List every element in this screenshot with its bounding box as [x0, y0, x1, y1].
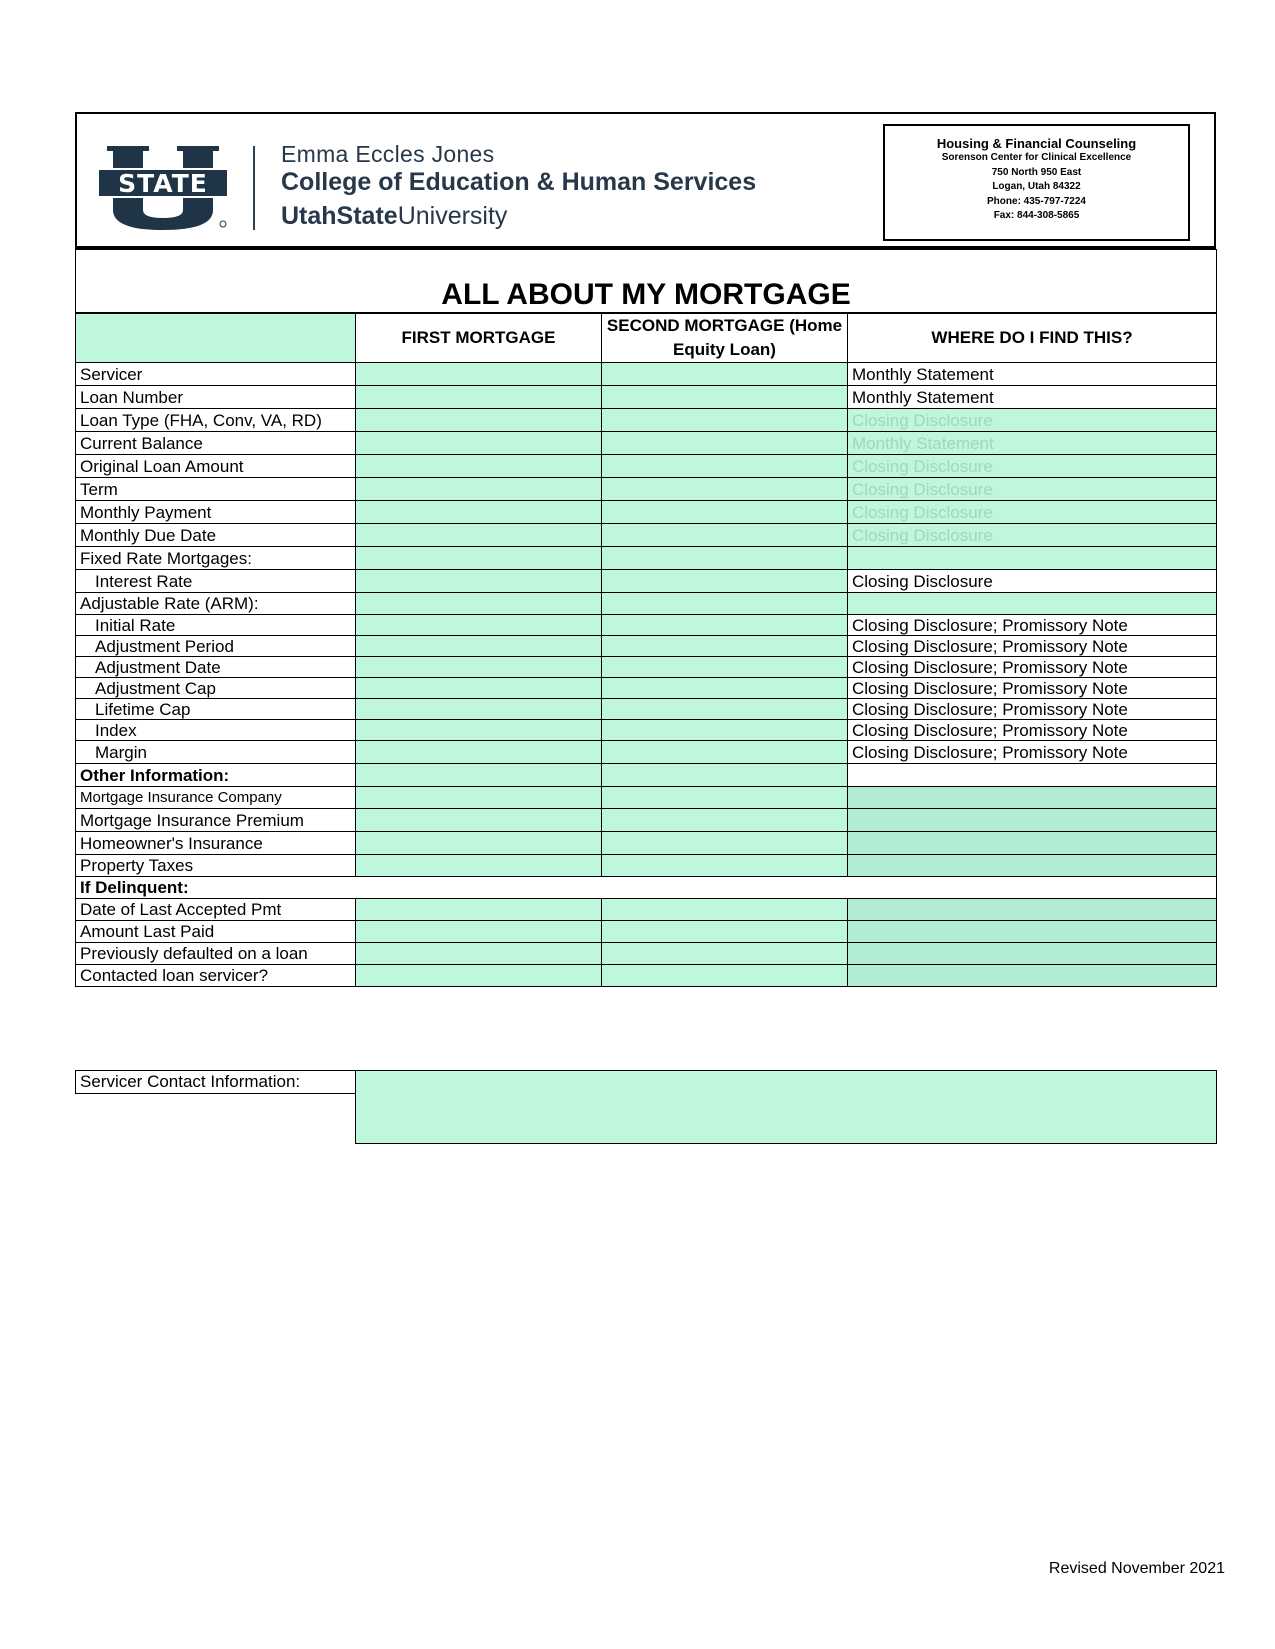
first-mortgage-input[interactable] — [356, 636, 602, 657]
row-label: If Delinquent: — [76, 877, 1217, 899]
first-mortgage-input[interactable] — [356, 720, 602, 741]
row-label: Fixed Rate Mortgages: — [76, 547, 356, 570]
row-label: Date of Last Accepted Pmt — [76, 899, 356, 921]
second-mortgage-input[interactable] — [602, 455, 848, 478]
row-label: Monthly Due Date — [76, 524, 356, 547]
second-mortgage-input[interactable] — [602, 855, 848, 877]
table-row — [76, 764, 1217, 787]
first-mortgage-input[interactable] — [356, 809, 602, 832]
row-label: Index — [76, 720, 356, 741]
table-row — [76, 855, 1217, 877]
table-row — [76, 386, 1217, 409]
second-mortgage-input[interactable] — [602, 615, 848, 636]
source-cell: Monthly Statement — [848, 432, 1217, 455]
source-cell: Closing Disclosure; Promissory Note — [848, 741, 1217, 764]
servicer-contact-table — [75, 1070, 1217, 1144]
row-label: Current Balance — [76, 432, 356, 455]
source-cell: Closing Disclosure — [848, 570, 1217, 593]
first-mortgage-input[interactable] — [356, 501, 602, 524]
table-row — [76, 363, 1217, 386]
first-mortgage-input[interactable] — [356, 965, 602, 987]
table-header-row — [76, 313, 1217, 363]
row-label: Original Loan Amount — [76, 455, 356, 478]
first-mortgage-input[interactable] — [356, 657, 602, 678]
first-mortgage-input[interactable] — [356, 899, 602, 921]
first-mortgage-input[interactable] — [356, 764, 602, 787]
row-label: Amount Last Paid — [76, 921, 356, 943]
table-row — [76, 657, 1217, 678]
table-row — [76, 478, 1217, 501]
row-label: Monthly Payment — [76, 501, 356, 524]
table-row — [76, 787, 1217, 809]
second-mortgage-input[interactable] — [602, 636, 848, 657]
table-row — [76, 501, 1217, 524]
second-mortgage-input[interactable] — [602, 432, 848, 455]
column-header-where-to-find: WHERE DO I FIND THIS? — [848, 313, 1217, 363]
second-mortgage-input[interactable] — [602, 921, 848, 943]
table-row — [76, 570, 1217, 593]
second-mortgage-input[interactable] — [602, 386, 848, 409]
source-cell — [848, 764, 1217, 787]
column-header-second-mortgage: SECOND MORTGAGE (Home Equity Loan) — [602, 313, 848, 363]
row-label: Interest Rate — [76, 570, 356, 593]
table-row — [76, 741, 1217, 764]
row-label: Previously defaulted on a loan — [76, 943, 356, 965]
source-cell — [848, 832, 1217, 855]
university-name: UtahStateUniversity — [281, 202, 508, 230]
second-mortgage-input[interactable] — [602, 720, 848, 741]
logo-divider — [253, 146, 255, 230]
table-row — [76, 615, 1217, 636]
first-mortgage-input[interactable] — [356, 921, 602, 943]
first-mortgage-input[interactable] — [356, 363, 602, 386]
table-row — [76, 547, 1217, 570]
table-row — [76, 432, 1217, 455]
source-cell: Monthly Statement — [848, 363, 1217, 386]
first-mortgage-input[interactable] — [356, 432, 602, 455]
first-mortgage-input[interactable] — [356, 478, 602, 501]
second-mortgage-input[interactable] — [602, 764, 848, 787]
row-label: Adjustment Date — [76, 657, 356, 678]
header-box — [75, 112, 1216, 249]
table-row — [76, 593, 1217, 615]
table-row — [76, 899, 1217, 921]
row-label: Loan Type (FHA, Conv, VA, RD) — [76, 409, 356, 432]
first-mortgage-input[interactable] — [356, 409, 602, 432]
table-row — [76, 965, 1217, 987]
row-label: Margin — [76, 741, 356, 764]
first-mortgage-input[interactable] — [356, 741, 602, 764]
servicer-contact-label: Servicer Contact Information: — [76, 1071, 356, 1094]
first-mortgage-input[interactable] — [356, 678, 602, 699]
second-mortgage-input[interactable] — [602, 524, 848, 547]
row-label: Adjustment Period — [76, 636, 356, 657]
source-cell — [848, 965, 1217, 987]
page-title: ALL ABOUT MY MORTGAGE — [76, 250, 1217, 314]
first-mortgage-input[interactable] — [356, 943, 602, 965]
first-mortgage-input[interactable] — [356, 615, 602, 636]
row-label: Loan Number — [76, 386, 356, 409]
row-label: Lifetime Cap — [76, 699, 356, 720]
first-mortgage-input[interactable] — [356, 524, 602, 547]
first-mortgage-input[interactable] — [356, 855, 602, 877]
svg-text:STATE: STATE — [118, 169, 208, 198]
second-mortgage-input[interactable] — [602, 478, 848, 501]
second-mortgage-input[interactable] — [602, 809, 848, 832]
first-mortgage-input[interactable] — [356, 455, 602, 478]
row-label: Property Taxes — [76, 855, 356, 877]
source-cell — [848, 547, 1217, 570]
second-mortgage-input[interactable] — [602, 593, 848, 615]
second-mortgage-input[interactable] — [602, 501, 848, 524]
second-mortgage-input[interactable] — [602, 657, 848, 678]
source-cell: Closing Disclosure; Promissory Note — [848, 720, 1217, 741]
row-label: Servicer — [76, 363, 356, 386]
row-label: Mortgage Insurance Company — [76, 787, 356, 809]
first-mortgage-input[interactable] — [356, 570, 602, 593]
source-cell: Closing Disclosure; Promissory Note — [848, 678, 1217, 699]
row-label: Homeowner's Insurance — [76, 832, 356, 855]
contact-line: Phone: 435-797-7224 — [987, 195, 1086, 207]
table-row — [76, 455, 1217, 478]
contact-info-box — [883, 124, 1190, 241]
table-row — [76, 921, 1217, 943]
table-row — [76, 699, 1217, 720]
table-row — [76, 809, 1217, 832]
table-row — [76, 832, 1217, 855]
header-blank-cell — [76, 313, 356, 363]
source-cell — [848, 787, 1217, 809]
source-cell — [848, 899, 1217, 921]
source-cell: Monthly Statement — [848, 386, 1217, 409]
row-label: Term — [76, 478, 356, 501]
row-label: Other Information: — [76, 764, 356, 787]
first-mortgage-input[interactable] — [356, 386, 602, 409]
first-mortgage-input[interactable] — [356, 547, 602, 570]
second-mortgage-input[interactable] — [602, 409, 848, 432]
source-cell — [848, 593, 1217, 615]
source-cell — [848, 855, 1217, 877]
contact-line: Sorenson Center for Clinical Excellence — [941, 152, 1132, 163]
row-label: Initial Rate — [76, 615, 356, 636]
row-label: Mortgage Insurance Premium — [76, 809, 356, 832]
contact-line: 750 North 950 East — [991, 166, 1082, 178]
first-mortgage-input[interactable] — [356, 593, 602, 615]
college-name-line1: Emma Eccles Jones — [281, 141, 495, 167]
row-label: Adjustment Cap — [76, 678, 356, 699]
mortgage-table — [75, 249, 1217, 987]
source-cell: Closing Disclosure — [848, 478, 1217, 501]
second-mortgage-input[interactable] — [602, 363, 848, 386]
table-row — [76, 524, 1217, 547]
source-cell: Closing Disclosure; Promissory Note — [848, 699, 1217, 720]
first-mortgage-input[interactable] — [356, 832, 602, 855]
servicer-contact-input[interactable] — [356, 1071, 1217, 1144]
source-cell: Closing Disclosure; Promissory Note — [848, 657, 1217, 678]
servicer-contact-spacer — [76, 1094, 356, 1144]
source-cell — [848, 809, 1217, 832]
college-name-line2: College of Education & Human Services — [281, 168, 757, 196]
source-cell: Closing Disclosure; Promissory Note — [848, 615, 1217, 636]
second-mortgage-input[interactable] — [602, 943, 848, 965]
source-cell: Closing Disclosure; Promissory Note — [848, 636, 1217, 657]
row-label: Contacted loan servicer? — [76, 965, 356, 987]
contact-line: Fax: 844-308-5865 — [993, 210, 1080, 221]
usu-state-u-logo-icon — [99, 144, 229, 230]
row-label: Adjustable Rate (ARM): — [76, 593, 356, 615]
first-mortgage-input[interactable] — [356, 699, 602, 720]
second-mortgage-input[interactable] — [602, 678, 848, 699]
second-mortgage-input[interactable] — [602, 832, 848, 855]
second-mortgage-input[interactable] — [602, 965, 848, 987]
second-mortgage-input[interactable] — [602, 899, 848, 921]
first-mortgage-input[interactable] — [356, 787, 602, 809]
column-header-first-mortgage: FIRST MORTGAGE — [356, 313, 602, 363]
second-mortgage-input[interactable] — [602, 787, 848, 809]
table-row — [76, 877, 1217, 899]
second-mortgage-input[interactable] — [602, 570, 848, 593]
table-row — [76, 678, 1217, 699]
contact-title: Housing & Financial Counseling — [936, 136, 1137, 151]
contact-line: Logan, Utah 84322 — [992, 181, 1081, 192]
second-mortgage-input[interactable] — [602, 741, 848, 764]
source-cell: Closing Disclosure — [848, 524, 1217, 547]
source-cell — [848, 943, 1217, 965]
source-cell: Closing Disclosure — [848, 501, 1217, 524]
second-mortgage-input[interactable] — [602, 547, 848, 570]
table-row — [76, 636, 1217, 657]
source-cell: Closing Disclosure — [848, 409, 1217, 432]
second-mortgage-input[interactable] — [602, 699, 848, 720]
table-row — [76, 409, 1217, 432]
source-cell: Closing Disclosure — [848, 455, 1217, 478]
table-row — [76, 943, 1217, 965]
revised-date: Revised November 2021 — [1048, 1560, 1225, 1577]
source-cell — [848, 921, 1217, 943]
table-row — [76, 720, 1217, 741]
